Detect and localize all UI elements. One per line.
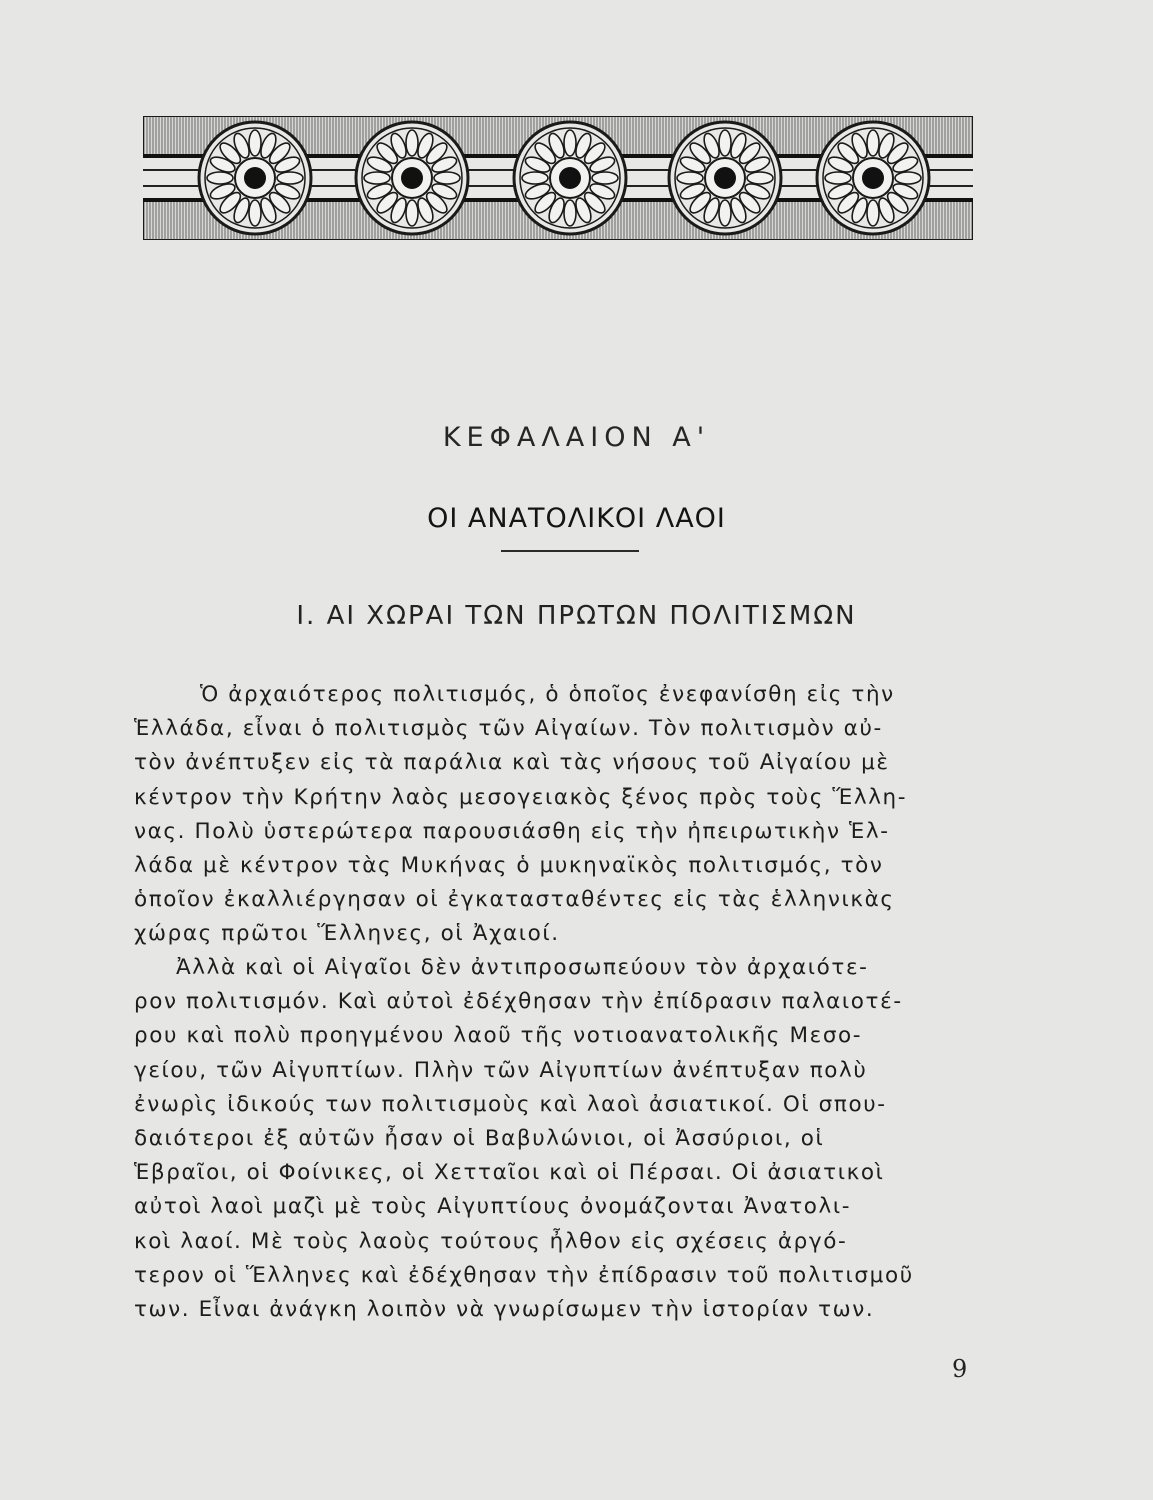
text-line: ἐνωρὶς ἰδικούς των πολιτισμοὺς καὶ λαοὶ ἀσιατικοί. Οἱ σπου- bbox=[134, 1091, 887, 1117]
text-line: ρον πολιτισμόν. Καὶ αὐτοὶ ἐδέχθησαν τὴν ἐπίδρασιν παλαιοτέ- bbox=[134, 989, 903, 1015]
text-line: κέντρον τὴν Κρήτην λαὸς μεσογειακὸς ξένος πρὸς τοὺς Ἕλλη- bbox=[134, 784, 908, 810]
paragraph-2 bbox=[134, 951, 986, 1327]
text-line: Ὁ ἀρχαιότερος πολιτισμός, ὁ ὁποῖος ἐνεφανίσθη εἰς τὴν bbox=[200, 682, 895, 707]
text-line: Ἑλλάδα, εἶναι ὁ πολιτισμὸς τῶν Αἰγαίων. Τὸν πολιτισμὸν αὐ- bbox=[134, 716, 883, 742]
text-line: των. Εἶναι ἀνάγκη λοιπὸν νὰ γνωρίσωμεν τὴν ἱστορίαν των. bbox=[134, 1297, 875, 1323]
text-line: δαιότεροι ἐξ αὐτῶν ἦσαν οἱ Βαβυλώνιοι, οἱ Ἀσσύριοι, οἱ bbox=[134, 1126, 825, 1152]
text-line: αὐτοὶ λαοὶ μαζὶ μὲ τοὺς Αἰγυπτίους ὀνομάζονται Ἀνατολι- bbox=[134, 1194, 852, 1220]
chapter-title: ΟΙ ΑΝΑΤΟΛΙΚΟΙ ΛΑΟΙ bbox=[427, 503, 726, 534]
text-line: ὁποῖον ἐκαλλιέργησαν οἱ ἐγκατασταθέντες εἰς τὰς ἑλληνικὰς bbox=[134, 887, 895, 913]
text-line: νας. Πολὺ ὑστερώτερα παρουσιάσθη εἰς τὴν ἠπειρωτικὴν Ἑλ- bbox=[134, 818, 890, 844]
text-line: Ἑβραῖοι, οἱ Φοίνικες, οἱ Χετταῖοι καὶ οἱ Πέρσαι. Οἱ ἀσιατικοὶ bbox=[134, 1160, 885, 1186]
chapter-label: ΚΕΦΑΛΑΙΟΝ Α' bbox=[442, 422, 711, 453]
text-line: ρου καὶ πολὺ προηγμένου λαοῦ τῆς νοτιοανατολικῆς Μεσο- bbox=[134, 1023, 863, 1049]
text-line: χώρας πρῶτοι Ἕλληνες, οἱ Ἀχαιοί. bbox=[134, 921, 560, 947]
rosette-ornament-band bbox=[143, 116, 973, 240]
text-line: γείου, τῶν Αἰγυπτίων. Πλὴν τῶν Αἰγυπτίων ἀνέπτυξαν πολὺ bbox=[134, 1057, 868, 1083]
title-rule bbox=[501, 550, 639, 552]
text-line: τερον οἱ Ἕλληνες καὶ ἐδέχθησαν τὴν ἐπίδρασιν τοῦ πολιτισμοῦ bbox=[134, 1262, 914, 1288]
page-number: 9 bbox=[952, 1355, 968, 1383]
section-heading: Ι. ΑΙ ΧΩΡΑΙ ΤΩΝ ΠΡΩΤΩΝ ΠΟΛΙΤΙΣΜΩΝ bbox=[296, 601, 857, 631]
text-line: κοὶ λαοί. Μὲ τοὺς λαοὺς τούτους ἦλθον εἰς σχέσεις ἀργό- bbox=[134, 1228, 848, 1254]
paragraph-1 bbox=[134, 678, 986, 952]
text-line: λάδα μὲ κέντρον τὰς Μυκήνας ὁ μυκηναϊκὸς πολιτισμός, τὸν bbox=[134, 853, 884, 879]
text-line: τὸν ἀνέπτυξεν εἰς τὰ παράλια καὶ τὰς νήσους τοῦ Αἰγαίου μὲ bbox=[134, 750, 890, 776]
text-line: Ἀλλὰ καὶ οἱ Αἰγαῖοι δὲν ἀντιπροσωπεύουν τὸν ἀρχαιότε- bbox=[176, 955, 869, 980]
